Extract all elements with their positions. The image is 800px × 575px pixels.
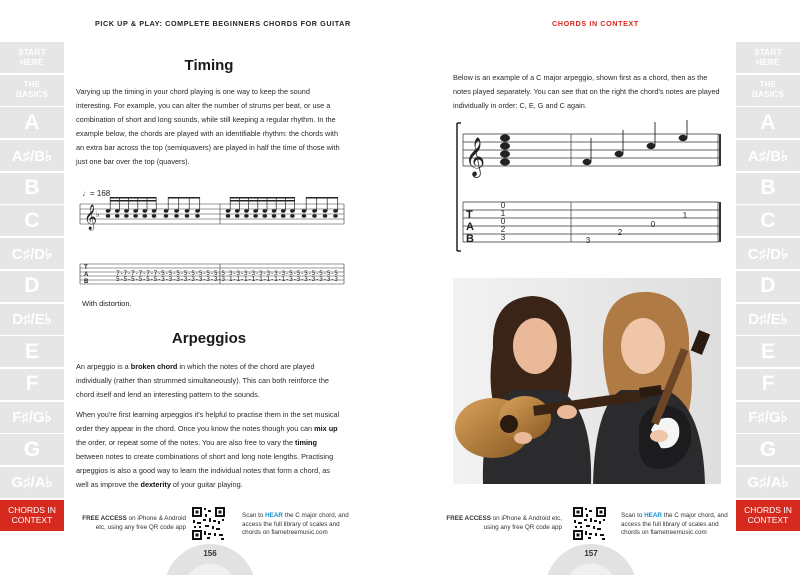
arpeggios-heading: Arpeggios bbox=[171, 330, 247, 347]
free-access-note: FREE ACCESS on iPhone & Android etc, using any free QR code app bbox=[446, 515, 562, 531]
note-head bbox=[235, 214, 240, 217]
note-head bbox=[124, 214, 129, 217]
note-head bbox=[244, 209, 249, 212]
tab-a[interactable]: A bbox=[736, 107, 800, 138]
c-major-arpeggio-notation bbox=[455, 120, 723, 254]
tab-the-basics[interactable]: THE BASICS bbox=[0, 75, 64, 106]
tempo-marking: ♩= 168 bbox=[82, 189, 111, 198]
tab-c-sharp[interactable]: C♯/D♭ bbox=[736, 238, 800, 269]
note-beam bbox=[110, 200, 156, 202]
tab-e[interactable]: E bbox=[736, 336, 800, 367]
tab-a[interactable]: A bbox=[0, 107, 64, 138]
note-head bbox=[272, 214, 277, 217]
note-head bbox=[263, 209, 268, 212]
note-head bbox=[226, 209, 231, 212]
tab-g[interactable]: G bbox=[0, 434, 64, 465]
arp-fret-3: 0 bbox=[650, 220, 656, 229]
note-beam bbox=[306, 197, 338, 199]
note-head bbox=[323, 209, 328, 212]
tab-a-sharp[interactable]: A♯/B♭ bbox=[736, 140, 800, 171]
note-head bbox=[185, 209, 190, 212]
note-head bbox=[195, 209, 200, 212]
tab-start-here[interactable]: START HERE bbox=[0, 42, 64, 73]
tab-d-sharp[interactable]: D♯/E♭ bbox=[736, 304, 800, 335]
tab-letter-b: B bbox=[84, 279, 89, 285]
flat-icon: ♭ bbox=[96, 210, 100, 219]
note-head bbox=[185, 214, 190, 217]
tab-start-here[interactable]: START HERE bbox=[736, 42, 800, 73]
section-tabs-left bbox=[0, 42, 64, 532]
scan-note: Scan to HEAR the C major chord, and access the full library of scales and chords on flametreemusic.com bbox=[242, 512, 349, 536]
arpeggio-intro-paragraph: Below is an example of a C major arpeggio, shown first as a chord, then as the notes played separately. You can see that on the right the chord's notes are played individually in order: C, E, G and C again. bbox=[453, 73, 720, 110]
note-head bbox=[115, 209, 120, 212]
tab-e[interactable]: E bbox=[0, 336, 64, 367]
timing-heading: Timing bbox=[184, 57, 234, 74]
page-number-left: 156 bbox=[203, 549, 217, 558]
treble-clef-icon: 𝄞 bbox=[84, 205, 98, 230]
note-head bbox=[272, 209, 277, 212]
tab-letter-b: B bbox=[466, 233, 474, 245]
note-head bbox=[106, 209, 111, 212]
timing-paragraph: Varying up the timing in your chord playing is one way to keep the sound interesting. For example, you can alter the number of strums per beat, or use a combination of short and long sounds, while still keeping a regular rhythm. In the example below, the chords are played with an identifiable rhythm: the chords with an extra bar across the top (semiquavers) are played in half the time of those with just one bar over the top (quavers). bbox=[76, 87, 340, 166]
tab-row-2: 5-5-5-5-5-5-3-3-3-3-3-3-3-3-3 1-1-1-1-1-1-1-1-3-3-3-3-3-3-3 bbox=[116, 276, 339, 283]
tab-d-sharp[interactable]: D♯/E♭ bbox=[0, 304, 64, 335]
tab-letter-t: T bbox=[466, 209, 473, 221]
chord-fret-1: 0 bbox=[500, 201, 506, 210]
section-tabs-right bbox=[736, 42, 800, 532]
tab-a-sharp[interactable]: A♯/B♭ bbox=[0, 140, 64, 171]
note-head bbox=[133, 209, 138, 212]
tab-f[interactable]: F bbox=[736, 369, 800, 400]
note-head bbox=[312, 214, 317, 217]
note-beam bbox=[230, 197, 294, 199]
tab-c[interactable]: C bbox=[0, 205, 64, 236]
note-head bbox=[235, 209, 240, 212]
tab-b[interactable]: B bbox=[0, 173, 64, 204]
note-head bbox=[290, 209, 295, 212]
note-head bbox=[253, 209, 258, 212]
note-head bbox=[244, 214, 249, 217]
tab-the-basics[interactable]: THE BASICS bbox=[736, 75, 800, 106]
note-head bbox=[302, 209, 307, 212]
note-head bbox=[312, 209, 317, 212]
tab-f-sharp[interactable]: F♯/G♭ bbox=[736, 402, 800, 433]
note-head bbox=[253, 214, 258, 217]
arp-fret-2: 2 bbox=[617, 228, 623, 237]
note-head bbox=[164, 214, 169, 217]
note-head bbox=[124, 209, 129, 212]
note-head bbox=[143, 214, 148, 217]
note-head bbox=[174, 214, 179, 217]
note-head bbox=[152, 214, 157, 217]
note-head bbox=[174, 209, 179, 212]
tab-c-sharp[interactable]: C♯/D♭ bbox=[0, 238, 64, 269]
notes-group bbox=[106, 197, 338, 218]
note-head bbox=[164, 209, 169, 212]
arpeggio-notes bbox=[583, 120, 688, 165]
note-head bbox=[333, 214, 338, 217]
chord-fret-5: 3 bbox=[500, 233, 506, 242]
tab-g-sharp[interactable]: G♯/A♭ bbox=[0, 467, 64, 498]
note-head bbox=[195, 214, 200, 217]
note-head bbox=[302, 214, 307, 217]
chord-fret-4: 2 bbox=[500, 225, 506, 234]
arp-fret-4: 1 bbox=[682, 211, 688, 220]
tab-f[interactable]: F bbox=[0, 369, 64, 400]
note-head bbox=[290, 214, 295, 217]
arpeggios-paragraph-2: When you're first learning arpeggios it's helpful to practise them in the set musical order they appear in the chord. Once you know the notes though you can mix up the order, or repeat some of the notes. You are also free to vary the timing between notes to create combinations of short and long note lengths. Practising arpeggios is also a good way to learn the individual notes that form a chord, as well as improve the dexterity of your guitar playing. bbox=[76, 410, 340, 489]
free-access-note: FREE ACCESS on iPhone & Android etc, using any free QR code app bbox=[82, 515, 186, 531]
note-beam bbox=[168, 197, 200, 199]
timing-notation bbox=[76, 184, 348, 308]
chord-fret-3: 0 bbox=[500, 217, 506, 226]
note-head bbox=[263, 214, 268, 217]
tab-chords-in-context[interactable]: CHORDS IN CONTEXT bbox=[736, 500, 800, 531]
tab-row-1: 7-7-7-7-7-7-5-5-5-5-5-5-5-5-5 3-3-3-3-3-3-3-3-5-5-5-5-5-5-5 bbox=[116, 270, 339, 277]
note-head bbox=[323, 214, 328, 217]
tab-chords-in-context[interactable]: CHORDS IN CONTEXT bbox=[0, 500, 64, 531]
tab-d[interactable]: D bbox=[736, 271, 800, 302]
note-head bbox=[281, 209, 286, 212]
page-number-right: 157 bbox=[584, 549, 598, 558]
tab-g-sharp[interactable]: G♯/A♭ bbox=[736, 467, 800, 498]
tab-f-sharp[interactable]: F♯/G♭ bbox=[0, 402, 64, 433]
note-head bbox=[115, 214, 120, 217]
note-head bbox=[333, 209, 338, 212]
tab-letter-t: T bbox=[84, 265, 88, 271]
note-head bbox=[106, 214, 111, 217]
tab-letter-a: A bbox=[84, 272, 89, 278]
note-head bbox=[281, 214, 286, 217]
chord-fret-2: 1 bbox=[500, 209, 506, 218]
arp-fret-1: 3 bbox=[585, 236, 591, 245]
tab-letter-a: A bbox=[466, 221, 474, 233]
note-head bbox=[133, 214, 138, 217]
running-head-left: PICK UP & PLAY: COMPLETE BEGINNERS CHORDS FOR GUITAR bbox=[95, 19, 351, 28]
note-head bbox=[152, 209, 157, 212]
tab-g[interactable]: G bbox=[736, 434, 800, 465]
note-head bbox=[226, 214, 231, 217]
tab-b[interactable]: B bbox=[736, 173, 800, 204]
tab-d[interactable]: D bbox=[0, 271, 64, 302]
running-head-right: CHORDS IN CONTEXT bbox=[552, 19, 639, 28]
scan-note: Scan to HEAR the C major chord, and access the full library of scales and chords on flametreemusic.com bbox=[621, 512, 728, 536]
qr-code-icon[interactable] bbox=[191, 506, 226, 541]
tab-c[interactable]: C bbox=[736, 205, 800, 236]
note-beam bbox=[230, 200, 294, 202]
guitarists-photo bbox=[453, 278, 721, 484]
note-beam bbox=[110, 197, 156, 199]
notation-caption: With distortion. bbox=[82, 299, 132, 308]
treble-clef-icon: 𝄞 bbox=[465, 137, 486, 177]
qr-code-icon[interactable] bbox=[572, 506, 607, 541]
note-head bbox=[143, 209, 148, 212]
photo-illustration bbox=[453, 278, 721, 484]
arpeggios-paragraph-1: An arpeggio is a broken chord in which the notes of the chord are played individually (rather than strummed simultaneously). This can both reinforce the chord itself and lend an interesting pattern to the sounds. bbox=[76, 362, 329, 399]
